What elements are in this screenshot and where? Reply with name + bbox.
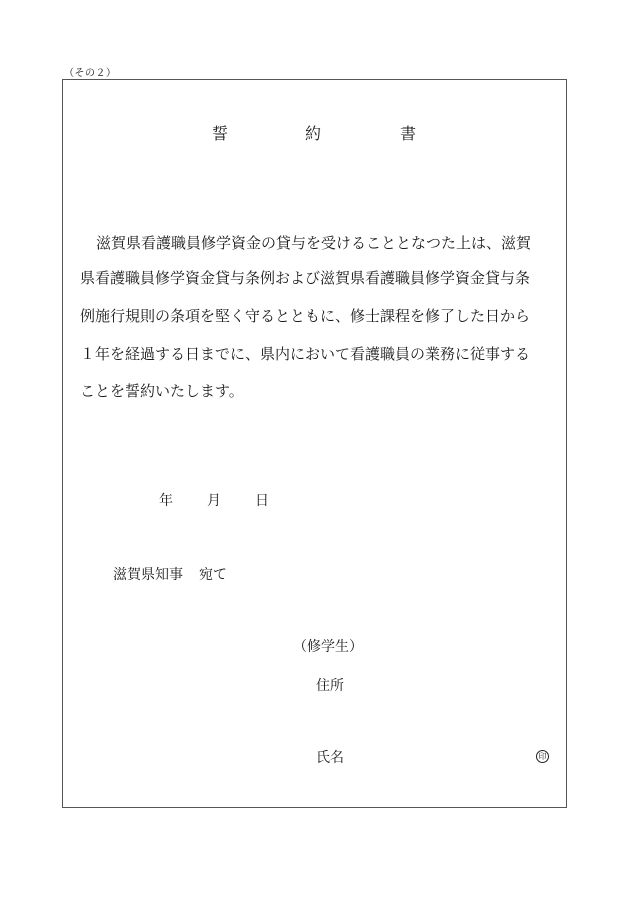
title-char-2: 約	[305, 124, 322, 143]
name-label: 氏名	[316, 750, 344, 766]
address-label: 住所	[316, 678, 344, 694]
pledge-line-1: 滋賀県看護職員修学資金の貸与を受けることとなつた上は、滋賀	[96, 234, 532, 252]
title-char-3: 書	[400, 124, 417, 143]
seal-icon: 印	[536, 750, 549, 763]
addressee-name: 滋賀県知事	[113, 567, 183, 583]
pledge-line-4: １年を経過する日までに、県内において看護職員の業務に従事する	[80, 345, 531, 363]
pledge-line-2: 県看護職員修学資金貸与条例および滋賀県看護職員修学資金貸与条	[80, 269, 531, 287]
addressee-suffix: 宛て	[199, 567, 227, 583]
pledge-line-3: 例施行規則の条項を堅く守るとともに、修士課程を修了した日から	[80, 307, 531, 325]
date-day-label: 日	[255, 493, 269, 509]
pledge-line-5: ことを誓約いたします。	[80, 382, 244, 400]
form-frame	[62, 79, 567, 808]
addressee	[113, 566, 227, 584]
form-number: （その２）	[64, 68, 117, 79]
date-year-label: 年	[159, 493, 173, 509]
date-month-label: 月	[207, 493, 221, 509]
title-char-1: 誓	[212, 124, 229, 143]
signer-role: （修学生）	[293, 639, 363, 655]
